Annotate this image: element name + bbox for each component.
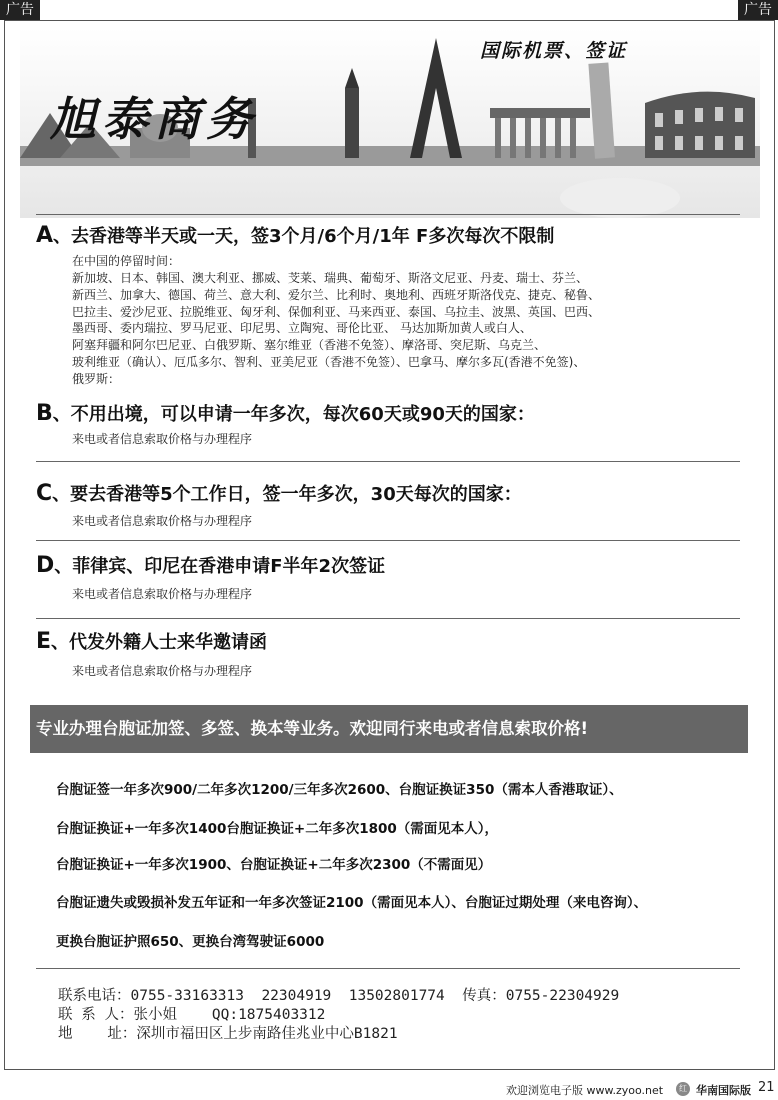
price-line: 台胞证换证+一年多次1400台胞证换证+二年多次1800（需面见本人）， (56, 821, 499, 837)
ad-tag-left: 广告 (0, 0, 40, 20)
section-a-sub: 在中国的停留时间： (72, 254, 181, 268)
country-line: 阿塞拜疆和阿尔巴尼亚、白俄罗斯、塞尔维亚（香港不免签）、摩洛哥、突尼斯、乌克兰、 (72, 338, 547, 353)
price-line: 更换台胞证护照650、更换台湾驾驶证6000 (56, 934, 325, 950)
ad-tag-right: 广告 (738, 0, 778, 20)
highlight-bar: 专业办理台胞证加签、多签、换本等业务。欢迎同行来电或者信息索取价格! (30, 705, 748, 753)
country-line: 新加坡、日本、韩国、澳大利亚、挪威、芠莱、瑞典、葡萄牙、斯洛文尼亚、丹麦、瑞士、芬兰、 (72, 271, 589, 285)
section-b-title: B、不用出境，可以申请一年多次，每次60天或90天的国家： (36, 401, 535, 426)
section-c-title: C、要去香港等5个工作日，签一年多次，30天每次的国家： (36, 481, 522, 506)
divider (36, 214, 740, 215)
section-e-sub: 来电或者信息索取价格与办理程序 (72, 664, 253, 678)
page-number: 21 (758, 1080, 775, 1095)
divider (36, 540, 740, 541)
section-d-sub: 来电或者信息索取价格与办理程序 (72, 587, 253, 601)
divider (36, 968, 740, 969)
divider (36, 618, 740, 619)
price-line: 台胞证遗失或毁损补发五年证和一年多次签证2100（需面见本人）、台胞证过期处理（来电咨询）、 (56, 895, 648, 911)
country-line: 玻利维亚（确认）、厄瓜多尔、智利、亚美尼亚（香港不免签）、巴拿马、摩尔多瓦(香港不免签)、 (72, 354, 586, 369)
price-line: 台胞证签一年多次900/二年多次1200/三年多次2600、台胞证换证350（需本人香港取证）、 (56, 782, 623, 798)
brand-name: 旭泰商务 (50, 92, 258, 146)
country-line: 墨西哥、委内瑞拉、罗马尼亚、印尼男、立陶宛、哥伦比亚、 马达加斯加黄人或白人、 (72, 321, 532, 336)
section-e-title: E、代发外籍人士来华邀请函 (36, 629, 268, 654)
banner (20, 28, 760, 218)
country-line: 巴拉圭、爱沙尼亚、拉脱维亚、匈牙利、保伽利亚、马来西亚、泰国、乌拉圭、波黑、英国、巴西、 (72, 304, 601, 319)
section-d-title: D、菲律宾、印尼在香港申请F半年2次签证 (36, 553, 386, 578)
country-line: 俄罗斯： (72, 371, 121, 386)
contact-phone: 联系电话：0755-33163313 22304919 13502801774 传真：0755-22304929 (58, 988, 620, 1004)
contact-address: 地 址：深圳市福田区上步南路佳兆业中心B1821 (58, 1026, 398, 1042)
country-line: 新西兰、加拿大、德国、荷兰、意大利、爱尔兰、比利时、奥地利、西班牙斯洛伐克、捷克、秘鲁、 (72, 287, 601, 302)
section-a-title: A、去香港等半天或一天，签3个月/6个月/1年 F多次每次不限制 (36, 223, 555, 248)
contact-person: 联 系 人：张小姐 QQ:1875403312 (58, 1007, 326, 1023)
country-list (72, 270, 742, 388)
brand-slogan: 国际机票、签证 (480, 40, 628, 62)
brand-circle-icon: 红 (676, 1082, 690, 1096)
footer-edition: 华南国际版 (696, 1084, 751, 1097)
footer-browse: 欢迎浏览电子版 www.zyoo.net (506, 1084, 664, 1097)
section-b-sub: 来电或者信息索取价格与办理程序 (72, 432, 253, 446)
price-line: 台胞证换证+一年多次1900、台胞证换证+二年多次2300（不需面见） (56, 857, 492, 873)
section-c-sub: 来电或者信息索取价格与办理程序 (72, 514, 253, 528)
divider (36, 461, 740, 462)
